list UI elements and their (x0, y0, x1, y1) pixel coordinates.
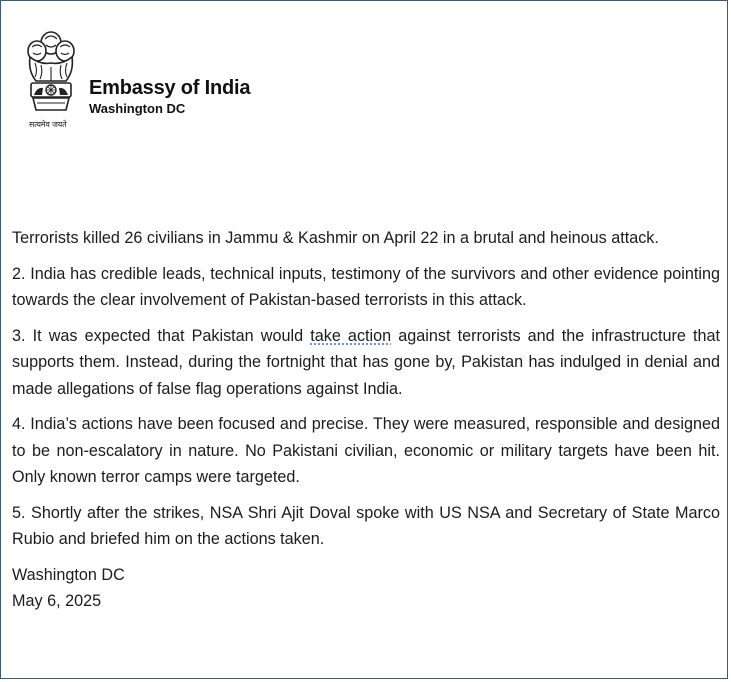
signoff-place: Washington DC (12, 565, 125, 584)
statement-body (12, 225, 720, 615)
paragraph-3-end: against terrorists and the infrastructure that supports them. Instead, during the fortnight that has gone by, Pakistan has indulged in denial and made allegations of false flag operations against India. (12, 326, 720, 398)
proofing-underlined-phrase[interactable]: take action (310, 326, 392, 345)
paragraph-2: 2. India has credible leads, technical inputs, testimony of the survivors and other evidence pointing towards the clear involvement of Pakistan-based terrorists in this attack. (12, 264, 720, 309)
paragraph-4: 4. India’s actions have been focused and precise. They were measured, responsible and designed to be non-escalatory in nature. No Pakistani civilian, economic or military targets have been hit. Only known terror camps were targeted. (12, 415, 720, 486)
embassy-name: Embassy of India (89, 77, 251, 99)
paragraph-1: Terrorists killed 26 civilians in Jammu & Kashmir on April 22 in a brutal and heinous attack. (12, 229, 659, 247)
signoff-date: May 6, 2025 (12, 592, 102, 610)
national-emblem-icon (25, 29, 77, 117)
paragraph-3-start: 3. It was expected that Pakistan would (12, 326, 311, 345)
letterhead (23, 29, 323, 139)
emblem-motto: सत्यमेव जयते (29, 120, 67, 129)
paragraph-5: 5. Shortly after the strikes, NSA Shri Ajit Doval spoke with US NSA and Secretary of State Marco Rubio and briefed him on the actions taken. (12, 503, 720, 548)
paragraph-3 (12, 323, 720, 403)
embassy-city: Washington DC (89, 101, 186, 116)
